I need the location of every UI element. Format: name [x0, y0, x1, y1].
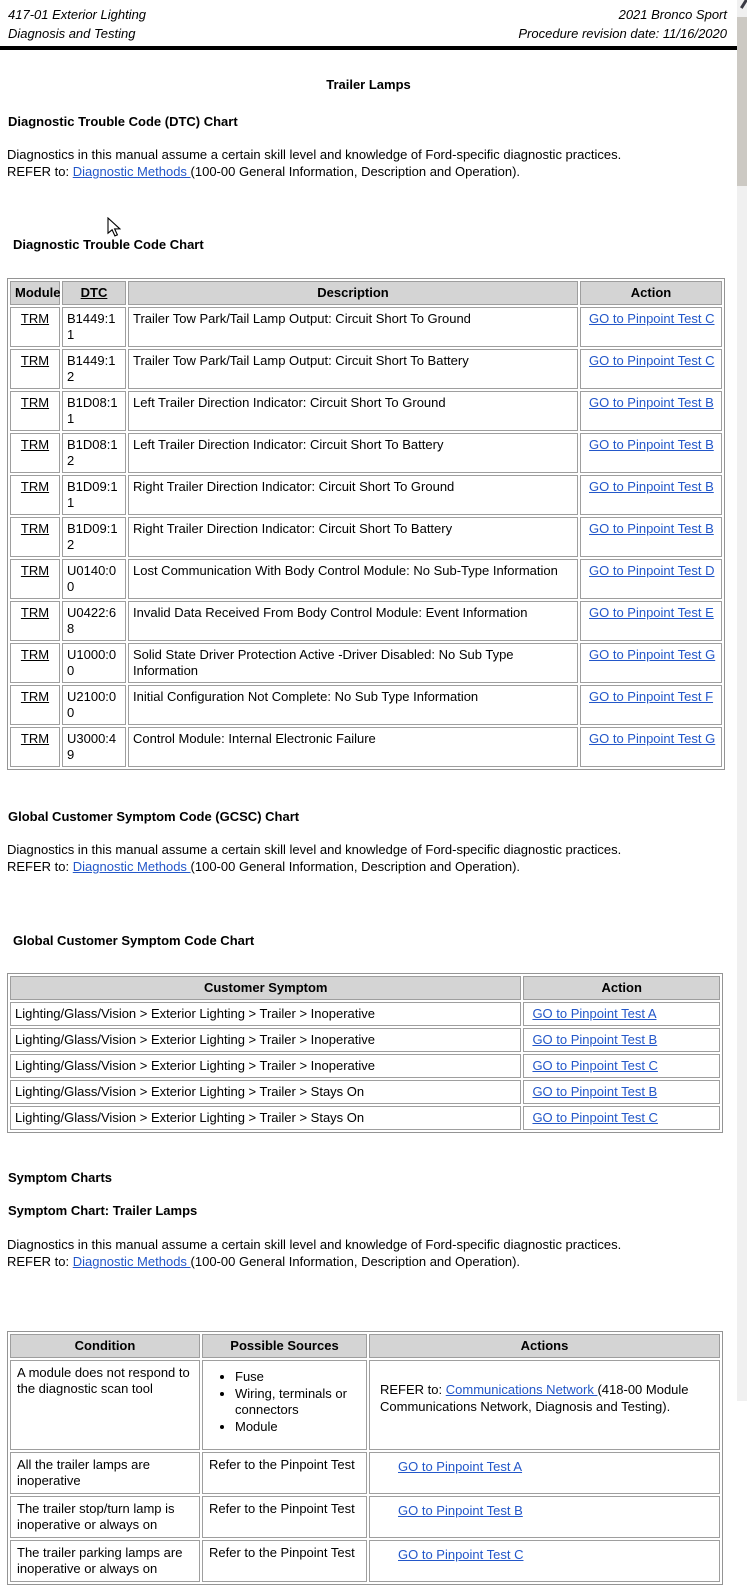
- customer-symptom-cell: Lighting/Glass/Vision > Exterior Lighting > Trailer > Stays On: [10, 1106, 521, 1130]
- condition-cell: The trailer parking lamps are inoperative or always on: [10, 1540, 200, 1582]
- pinpoint-test-link[interactable]: GO to Pinpoint Test C: [589, 353, 715, 368]
- module-link[interactable]: TRM: [20, 437, 50, 452]
- header-divider: [0, 46, 737, 50]
- module-link[interactable]: TRM: [20, 311, 50, 326]
- refer-prefix: REFER to:: [7, 1254, 73, 1269]
- symptom-col-condition: Condition: [10, 1334, 200, 1358]
- header-revision-date: Procedure revision date: 11/16/2020: [518, 26, 727, 41]
- module-link[interactable]: TRM: [20, 479, 50, 494]
- gcsc-section-heading: Global Customer Symptom Code (GCSC) Chart: [8, 809, 300, 824]
- dtc-table-row: [10, 685, 722, 725]
- dtc-description-cell: Control Module: Internal Electronic Failure: [128, 727, 578, 767]
- dtc-description-cell: Solid State Driver Protection Active -Driver Disabled: No Sub Type Information: [128, 643, 578, 683]
- customer-symptom-cell: Lighting/Glass/Vision > Exterior Lighting > Trailer > Inoperative: [10, 1002, 521, 1026]
- dtc-module-cell: [10, 727, 60, 767]
- possible-sources-cell: [202, 1360, 367, 1450]
- pinpoint-test-link[interactable]: GO to Pinpoint Test B: [589, 437, 714, 452]
- dtc-code-cell: U2100:00: [62, 685, 126, 725]
- vertical-scrollbar[interactable]: [737, 0, 747, 1401]
- dtc-action-cell: [580, 307, 722, 347]
- pinpoint-test-link[interactable]: GO to Pinpoint Test B: [532, 1084, 658, 1099]
- intro-line1: Diagnostics in this manual assume a certain skill level and knowledge of Ford-specific diagnostic practices.: [7, 842, 622, 857]
- header-subsection: Diagnosis and Testing: [8, 26, 136, 41]
- possible-sources-cell: Refer to the Pinpoint Test: [202, 1452, 367, 1494]
- module-link[interactable]: TRM: [20, 731, 50, 746]
- pinpoint-test-link[interactable]: GO to Pinpoint Test A: [398, 1459, 523, 1474]
- dtc-table-header-row: [10, 281, 722, 305]
- dtc-action-cell: [580, 349, 722, 389]
- dtc-chart-table: [7, 278, 725, 770]
- pinpoint-test-link[interactable]: GO to Pinpoint Test B: [398, 1503, 523, 1518]
- pinpoint-test-link[interactable]: GO to Pinpoint Test B: [532, 1032, 658, 1047]
- gcsc-col-action: Action: [523, 976, 720, 1000]
- communications-network-link[interactable]: Communications Network: [445, 1382, 598, 1397]
- diagnostic-methods-link[interactable]: Diagnostic Methods: [72, 1254, 191, 1269]
- symptom-actions-cell: [369, 1452, 720, 1494]
- diagnostic-methods-link[interactable]: Diagnostic Methods: [72, 164, 191, 179]
- diagnostic-methods-link[interactable]: Diagnostic Methods: [72, 859, 191, 874]
- pinpoint-test-link[interactable]: GO to Pinpoint Test G: [589, 731, 716, 746]
- dtc-module-cell: [10, 643, 60, 683]
- dtc-col-description: Description: [128, 281, 578, 305]
- dtc-action-cell: [580, 391, 722, 431]
- header-vehicle: 2021 Bronco Sport: [618, 7, 727, 22]
- dtc-table-row: [10, 643, 722, 683]
- possible-sources-cell: Refer to the Pinpoint Test: [202, 1540, 367, 1582]
- condition-cell: A module does not respond to the diagnostic scan tool: [10, 1360, 200, 1450]
- dtc-code-cell: B1D08:11: [62, 391, 126, 431]
- dtc-section-heading: Diagnostic Trouble Code (DTC) Chart: [8, 114, 238, 129]
- pinpoint-test-link[interactable]: GO to Pinpoint Test G: [589, 647, 716, 662]
- dtc-code-cell: B1D09:11: [62, 475, 126, 515]
- dtc-action-cell: [580, 685, 722, 725]
- mouse-cursor-icon: [107, 217, 121, 238]
- dtc-column-link[interactable]: DTC: [80, 285, 108, 300]
- dtc-table-row: [10, 475, 722, 515]
- source-item: • Fuse: [235, 1369, 360, 1385]
- intro-line1: Diagnostics in this manual assume a certain skill level and knowledge of Ford-specific diagnostic practices.: [7, 147, 622, 162]
- gcsc-action-cell: [523, 1028, 720, 1052]
- symptom-table-header-row: [10, 1334, 720, 1358]
- symptom-chart-table: [7, 1331, 723, 1585]
- gcsc-table-header-row: [10, 976, 720, 1000]
- dtc-description-cell: Left Trailer Direction Indicator: Circuit Short To Battery: [128, 433, 578, 473]
- header-left: [8, 5, 146, 43]
- header-section: 417-01 Exterior Lighting: [8, 7, 147, 22]
- symptom-col-actions: Actions: [369, 1334, 720, 1358]
- dtc-table-row: [10, 601, 722, 641]
- dtc-action-cell: [580, 433, 722, 473]
- dtc-intro-paragraph: [7, 146, 737, 180]
- gcsc-chart-table: [7, 973, 723, 1133]
- customer-symptom-cell: Lighting/Glass/Vision > Exterior Lighting > Trailer > Inoperative: [10, 1028, 521, 1052]
- dtc-action-cell: [580, 601, 722, 641]
- pinpoint-test-link[interactable]: GO to Pinpoint Test B: [589, 479, 714, 494]
- symptom-chart-trailer-lamps-heading: Symptom Chart: Trailer Lamps: [8, 1203, 198, 1218]
- dtc-description-cell: Right Trailer Direction Indicator: Circuit Short To Battery: [128, 517, 578, 557]
- pinpoint-test-link[interactable]: GO to Pinpoint Test A: [532, 1006, 657, 1021]
- dtc-table-row: [10, 307, 722, 347]
- module-link[interactable]: TRM: [20, 689, 50, 704]
- dtc-action-cell: [580, 475, 722, 515]
- symptom-col-sources: Possible Sources: [202, 1334, 367, 1358]
- intro-line1: Diagnostics in this manual assume a certain skill level and knowledge of Ford-specific diagnostic practices.: [7, 1237, 622, 1252]
- scrollbar-thumb[interactable]: [737, 17, 747, 186]
- pinpoint-test-link[interactable]: GO to Pinpoint Test C: [532, 1110, 658, 1125]
- pinpoint-test-link[interactable]: GO to Pinpoint Test F: [589, 689, 714, 704]
- pinpoint-test-link[interactable]: GO to Pinpoint Test C: [589, 311, 715, 326]
- customer-symptom-cell: Lighting/Glass/Vision > Exterior Lighting > Trailer > Inoperative: [10, 1054, 521, 1078]
- refer-suffix: (418-00 Module Communications Network, Diagnosis and Testing).: [380, 1382, 689, 1414]
- gcsc-table-row: [10, 1028, 720, 1052]
- dtc-description-cell: Trailer Tow Park/Tail Lamp Output: Circuit Short To Ground: [128, 307, 578, 347]
- symptom-intro-paragraph: [7, 1236, 737, 1270]
- pinpoint-test-link[interactable]: GO to Pinpoint Test B: [589, 395, 714, 410]
- dtc-action-cell: [580, 517, 722, 557]
- gcsc-table-row: [10, 1054, 720, 1078]
- symptom-charts-heading: Symptom Charts: [8, 1170, 113, 1185]
- dtc-code-cell: B1449:11: [62, 307, 126, 347]
- module-link[interactable]: TRM: [20, 647, 50, 662]
- dtc-description-cell: Trailer Tow Park/Tail Lamp Output: Circuit Short To Battery: [128, 349, 578, 389]
- module-link[interactable]: TRM: [20, 521, 50, 536]
- document-header: [0, 0, 737, 43]
- gcsc-table-row: [10, 1106, 720, 1130]
- sources-bullet-list: [209, 1369, 360, 1435]
- pinpoint-test-link[interactable]: GO to Pinpoint Test B: [589, 521, 714, 536]
- dtc-module-cell: [10, 349, 60, 389]
- dtc-code-cell: B1D09:12: [62, 517, 126, 557]
- pinpoint-test-link[interactable]: GO to Pinpoint Test C: [532, 1058, 658, 1073]
- header-right: [518, 5, 727, 43]
- dtc-action-cell: [580, 559, 722, 599]
- dtc-action-cell: [580, 727, 722, 767]
- condition-cell: The trailer stop/turn lamp is inoperative or always on: [10, 1496, 200, 1538]
- dtc-table-row: [10, 727, 722, 767]
- refer-prefix: REFER to:: [7, 859, 73, 874]
- gcsc-action-cell: [523, 1054, 720, 1078]
- module-link[interactable]: TRM: [20, 353, 50, 368]
- dtc-code-cell: U0422:68: [62, 601, 126, 641]
- dtc-col-module: Module: [10, 281, 60, 305]
- possible-sources-cell: Refer to the Pinpoint Test: [202, 1496, 367, 1538]
- gcsc-table-row: [10, 1080, 720, 1104]
- dtc-module-cell: [10, 685, 60, 725]
- customer-symptom-cell: Lighting/Glass/Vision > Exterior Lighting > Trailer > Stays On: [10, 1080, 521, 1104]
- dtc-code-cell: B1449:12: [62, 349, 126, 389]
- source-item: • Wiring, terminals or connectors: [235, 1386, 360, 1418]
- module-link[interactable]: TRM: [20, 395, 50, 410]
- dtc-module-cell: [10, 559, 60, 599]
- source-item: • Module: [235, 1419, 360, 1435]
- symptom-table-row: [10, 1540, 720, 1582]
- refer-action-text: [380, 1381, 713, 1415]
- page-title: Trailer Lamps: [326, 77, 411, 92]
- dtc-code-cell: U1000:00: [62, 643, 126, 683]
- refer-suffix: (100-00 General Information, Description and Operation).: [190, 164, 521, 179]
- dtc-description-cell: Initial Configuration Not Complete: No Sub Type Information: [128, 685, 578, 725]
- dtc-code-cell: U0140:00: [62, 559, 126, 599]
- symptom-actions-cell: [369, 1540, 720, 1582]
- gcsc-intro-paragraph: [7, 841, 737, 875]
- dtc-code-cell: U3000:49: [62, 727, 126, 767]
- refer-prefix: REFER to:: [380, 1382, 446, 1397]
- dtc-table-row: [10, 349, 722, 389]
- symptom-table-row: [10, 1452, 720, 1494]
- module-link[interactable]: TRM: [20, 563, 50, 578]
- gcsc-chart-heading: Global Customer Symptom Code Chart: [13, 933, 255, 948]
- refer-prefix: REFER to:: [7, 164, 73, 179]
- dtc-table-row: [10, 391, 722, 431]
- dtc-module-cell: [10, 391, 60, 431]
- gcsc-action-cell: [523, 1002, 720, 1026]
- gcsc-action-cell: [523, 1080, 720, 1104]
- condition-cell: All the trailer lamps are inoperative: [10, 1452, 200, 1494]
- dtc-code-cell: B1D08:12: [62, 433, 126, 473]
- pinpoint-test-link[interactable]: GO to Pinpoint Test E: [589, 605, 714, 620]
- refer-suffix: (100-00 General Information, Description and Operation).: [190, 1254, 521, 1269]
- dtc-module-cell: [10, 517, 60, 557]
- symptom-actions-cell: [369, 1360, 720, 1450]
- pinpoint-test-link[interactable]: GO to Pinpoint Test C: [398, 1547, 524, 1562]
- symptom-table-row: [10, 1360, 720, 1450]
- gcsc-table-row: [10, 1002, 720, 1026]
- dtc-description-cell: Right Trailer Direction Indicator: Circuit Short To Ground: [128, 475, 578, 515]
- dtc-description-cell: Left Trailer Direction Indicator: Circuit Short To Ground: [128, 391, 578, 431]
- dtc-module-cell: [10, 433, 60, 473]
- dtc-module-cell: [10, 475, 60, 515]
- dtc-table-row: [10, 559, 722, 599]
- symptom-table-row: [10, 1496, 720, 1538]
- dtc-module-cell: [10, 601, 60, 641]
- dtc-table-row: [10, 433, 722, 473]
- dtc-action-cell: [580, 643, 722, 683]
- refer-suffix: (100-00 General Information, Description and Operation).: [190, 859, 521, 874]
- scroll-up-arrow-icon[interactable]: [740, 0, 747, 9]
- module-link[interactable]: TRM: [20, 605, 50, 620]
- dtc-module-cell: [10, 307, 60, 347]
- dtc-col-action: Action: [580, 281, 722, 305]
- pinpoint-test-link[interactable]: GO to Pinpoint Test D: [589, 563, 715, 578]
- dtc-table-row: [10, 517, 722, 557]
- dtc-description-cell: Lost Communication With Body Control Module: No Sub-Type Information: [128, 559, 578, 599]
- dtc-chart-heading: Diagnostic Trouble Code Chart: [13, 237, 204, 252]
- symptom-actions-cell: [369, 1496, 720, 1538]
- dtc-col-dtc: [62, 281, 126, 305]
- dtc-description-cell: Invalid Data Received From Body Control Module: Event Information: [128, 601, 578, 641]
- gcsc-action-cell: [523, 1106, 720, 1130]
- gcsc-col-symptom: Customer Symptom: [10, 976, 521, 1000]
